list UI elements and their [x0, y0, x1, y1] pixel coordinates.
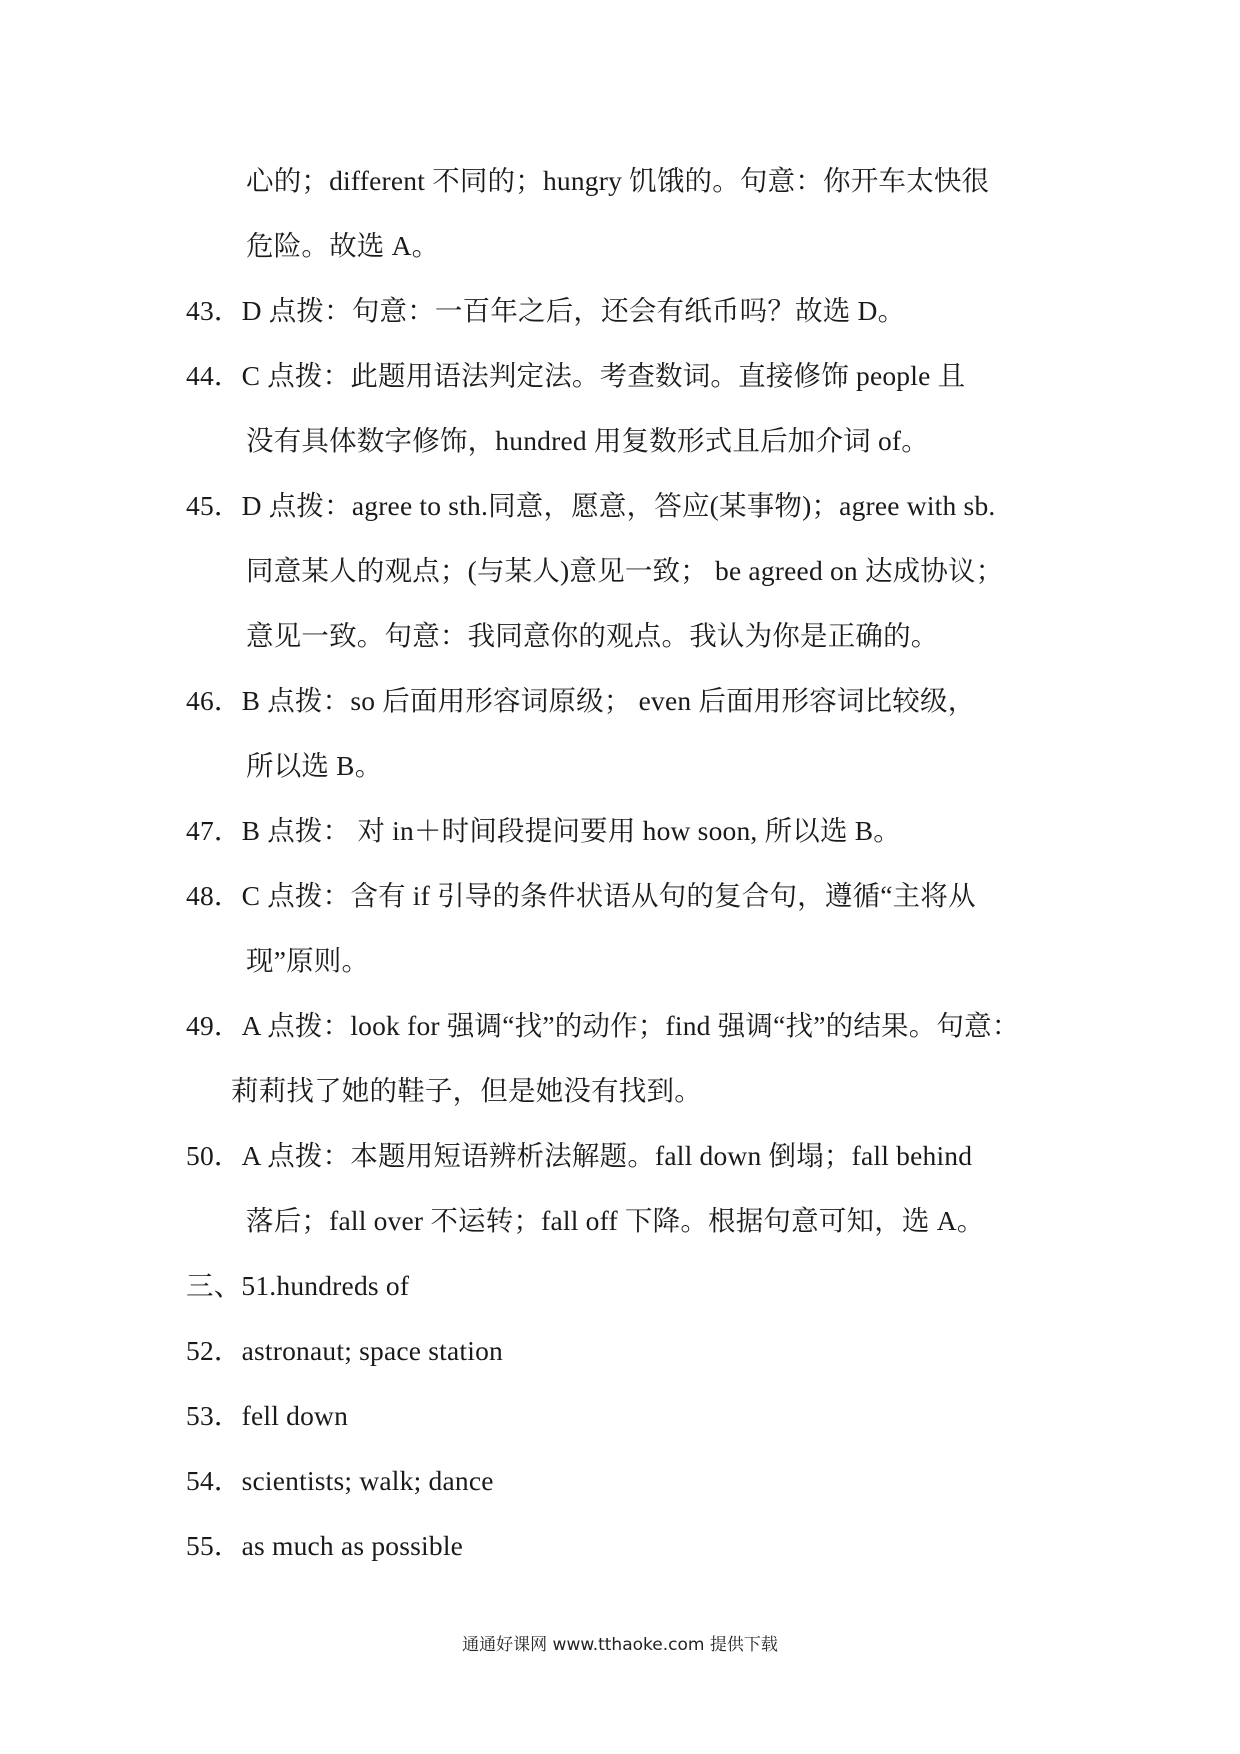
text-line-5: 没有具体数字修饰，hundred 用复数形式且后加介词 of。 [246, 425, 929, 456]
text-line-13: 现”原则。 [246, 945, 370, 976]
text-line-10: 所以选 B。 [246, 750, 383, 781]
text-line-16: 50．A 点拨：本题用短语辨析法解题。fall down 倒塌；fall behind [186, 1140, 973, 1171]
page-footer: 通通好课网 www.tthaoke.com 提供下载 [462, 1635, 778, 1655]
text-line-21: 54．scientists; walk; dance [186, 1465, 494, 1496]
text-line-11: 47．B 点拨： 对 in＋时间段提问要用 how soon, 所以选 B。 [186, 815, 901, 846]
text-line-17: 落后；fall over 不运转；fall off 下降。根据句意可知，选 A。 [246, 1205, 985, 1236]
text-line-3: 43．D 点拨：句意：一百年之后，还会有纸币吗？故选 D。 [186, 295, 906, 326]
text-line-6: 45．D 点拨：agree to sth.同意，愿意，答应(某事物)；agree with sb. [186, 490, 996, 521]
text-line-14: 49．A 点拨：look for 强调“找”的动作；find 强调“找”的结果。句意： [186, 1010, 1020, 1041]
text-line-9: 46．B 点拨：so 后面用形容词原级； even 后面用形容词比较级， [186, 685, 976, 716]
text-line-2: 危险。故选 A。 [246, 230, 440, 261]
text-line-4: 44．C 点拨：此题用语法判定法。考查数词。直接修饰 people 且 [186, 360, 966, 391]
text-line-7: 同意某人的观点；(与某人)意见一致； be agreed on 达成协议； [246, 555, 1004, 586]
text-line-18: 三、51.hundreds of [186, 1270, 410, 1301]
text-line-15: 莉莉找了她的鞋子，但是她没有找到。 [231, 1075, 702, 1106]
text-line-22: 55．as much as possible [186, 1530, 464, 1561]
text-line-20: 53．fell down [186, 1400, 349, 1431]
text-line-19: 52．astronaut; space station [186, 1335, 503, 1366]
text-line-8: 意见一致。句意：我同意你的观点。我认为你是正确的。 [246, 620, 939, 651]
text-line-1: 心的；different 不同的；hungry 饥饿的。句意：你开车太快很 [246, 165, 990, 196]
text-line-12: 48．C 点拨：含有 if 引导的条件状语从句的复合句，遵循“主将从 [186, 880, 976, 911]
